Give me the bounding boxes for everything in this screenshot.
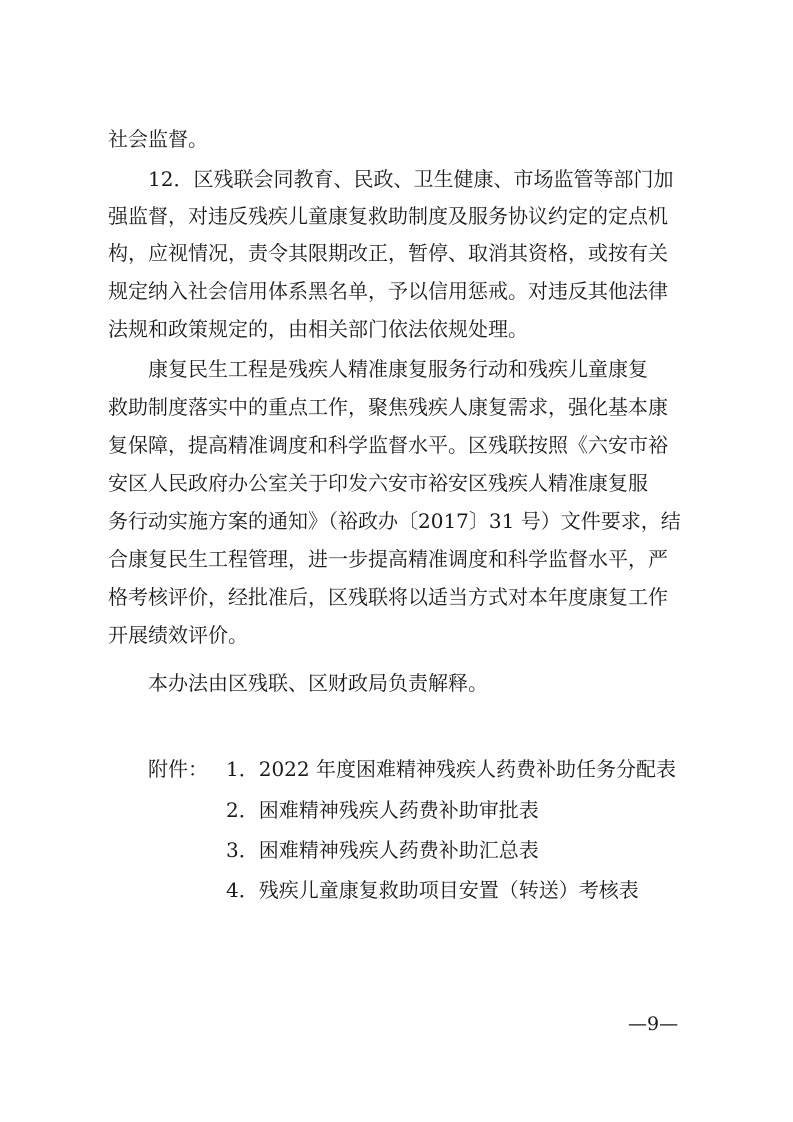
text-line: 救助制度落实中的重点工作，聚焦残疾人康复需求，强化基本康: [108, 395, 668, 419]
text-line: 开展绩效评价。: [108, 623, 248, 647]
attachment-item: 4．残疾儿童康复救助项目安置（转送）考核表: [226, 878, 639, 902]
text-line: 构，应视情况，责令其限期改正，暂停、取消其资格，或按有关: [108, 241, 668, 265]
attachment-item: 2．困难精神残疾人药费补助审批表: [226, 798, 539, 822]
text-line: 社会监督。: [108, 127, 208, 151]
attachment-item: 1．2022 年度困难精神残疾人药费补助任务分配表: [226, 757, 676, 781]
text-line: 务行动实施方案的通知》（裕政办〔2017〕31 号）文件要求，结: [108, 509, 681, 533]
text-line: 安区人民政府办公室关于印发六安市裕安区残疾人精准康复服: [108, 471, 648, 495]
attachments-label: 附件：: [148, 757, 208, 781]
text-line: 复保障，提高精准调度和科学监督水平。区残联按照《六安市裕: [108, 433, 668, 457]
page-number: —9—: [628, 1013, 679, 1035]
text-line: 法规和政策规定的，由相关部门依法依规处理。: [108, 317, 528, 341]
text-line: 本办法由区残联、区财政局负责解释。: [148, 671, 488, 695]
attachment-item: 3．困难精神残疾人药费补助汇总表: [226, 838, 539, 862]
text-line: 12．区残联会同教育、民政、卫生健康、市场监管等部门加: [148, 167, 674, 191]
text-line: 规定纳入社会信用体系黑名单，予以信用惩戒。对违反其他法律: [108, 279, 668, 303]
text-line: 格考核评价，经批准后，区残联将以适当方式对本年度康复工作: [108, 585, 668, 609]
text-line: 康复民生工程是残疾人精准康复服务行动和残疾儿童康复: [148, 357, 648, 381]
text-line: 合康复民生工程管理，进一步提高精准调度和科学监督水平，严: [108, 547, 668, 571]
text-line: 强监督，对违反残疾儿童康复救助制度及服务协议约定的定点机: [108, 204, 668, 228]
